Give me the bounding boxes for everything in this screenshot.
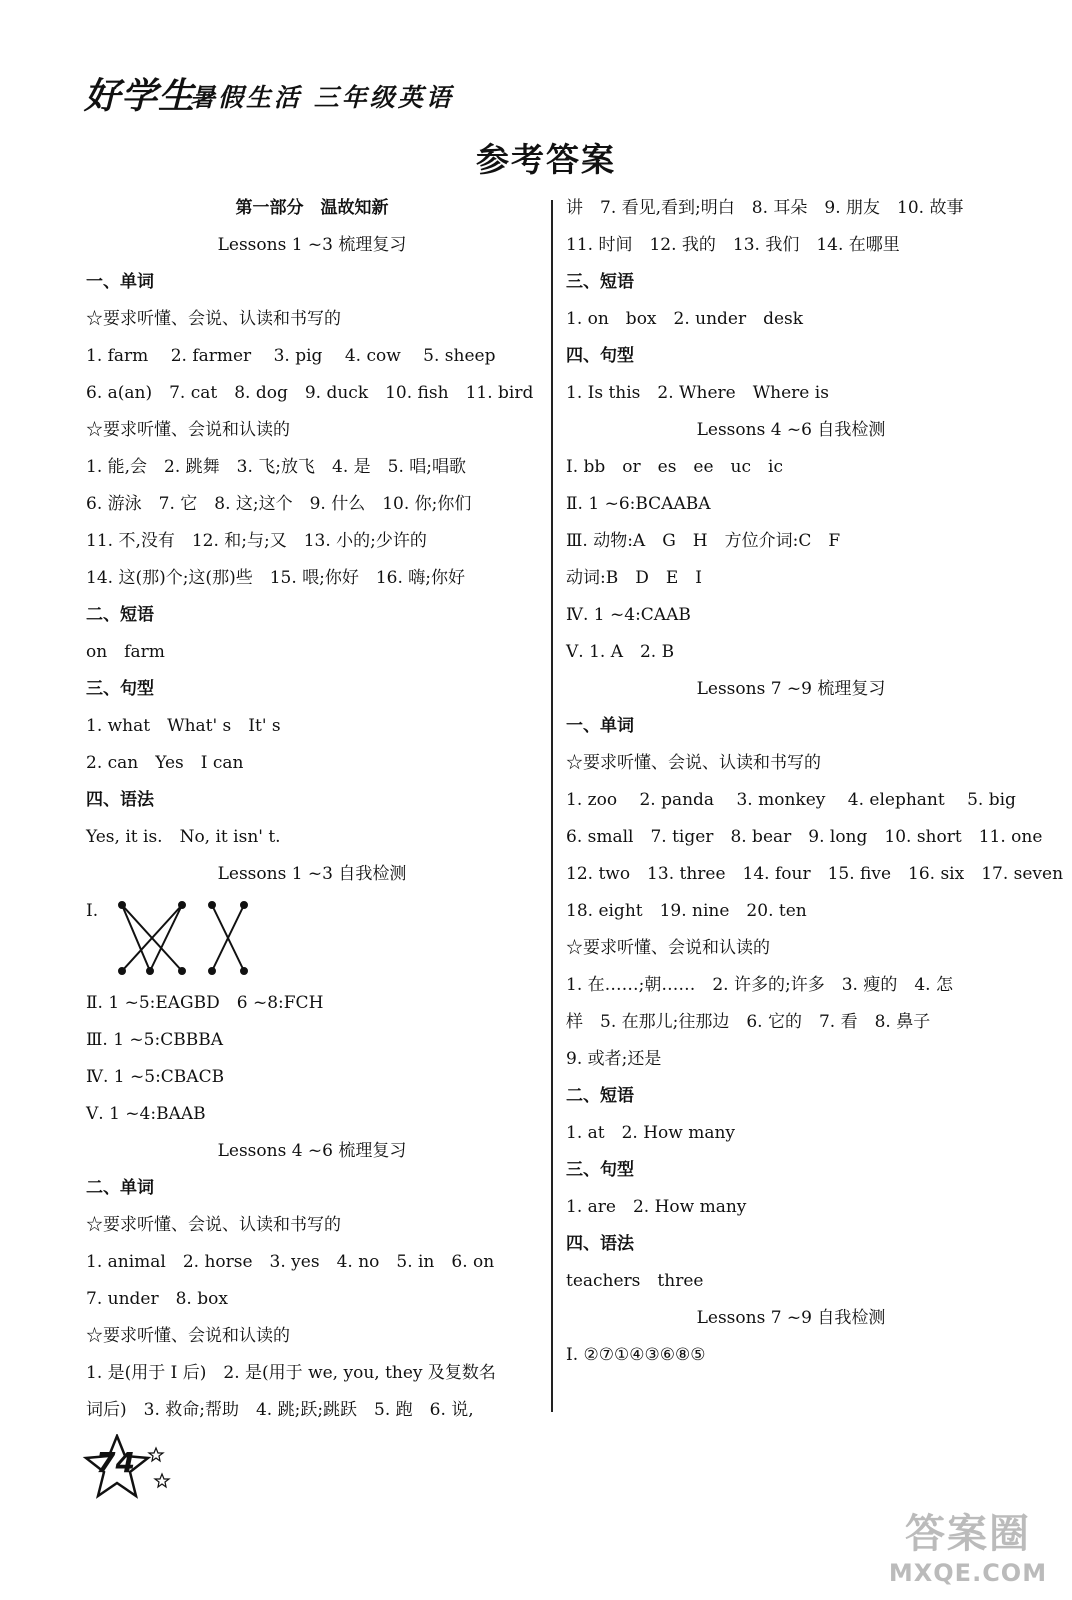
- match-dot: [241, 968, 247, 974]
- answer-line: 动词:B D E I: [566, 568, 702, 588]
- match-dot: [179, 968, 185, 974]
- watermark: [868, 1502, 1068, 1587]
- brand-title: 好学生: [84, 76, 196, 117]
- answer-line: 9. 或者;还是: [566, 1049, 662, 1069]
- subheading: 一、单词: [86, 272, 154, 292]
- watermark-text: 答案圈: [905, 1511, 1031, 1557]
- requirement-note: ☆要求听懂、会说、认读和书写的: [86, 1215, 341, 1235]
- answer-line: Ⅰ. bb or es ee uc ic: [566, 457, 783, 477]
- answer-line: Ⅴ. 1 ~4:BAAB: [86, 1104, 206, 1124]
- subheading: 一、单词: [566, 716, 634, 736]
- requirement-note: ☆要求听懂、会说、认读和书写的: [86, 309, 341, 329]
- answer-line: Ⅰ. ②⑦①④③⑥⑧⑤: [566, 1345, 706, 1365]
- subheading: 二、单词: [86, 1178, 154, 1198]
- section-title: Lessons 7 ~9 自我检测: [696, 1308, 886, 1328]
- match-dot: [119, 968, 125, 974]
- match-dot: [147, 968, 153, 974]
- answer-line: 1. 是(用于 I 后) 2. 是(用于 we, you, they 及复数名: [86, 1363, 496, 1383]
- answer-line: 1. farm 2. farmer 3. pig 4. cow 5. sheep: [86, 346, 496, 366]
- match-line: [150, 905, 182, 971]
- answer-line: 样 5. 在那儿;往那边 6. 它的 7. 看 8. 鼻子: [566, 1012, 931, 1032]
- answer-line: Ⅲ. 1 ~5:CBBBA: [86, 1030, 223, 1050]
- subheading: 四、句型: [566, 346, 634, 366]
- right-column: [566, 190, 1064, 1374]
- section-title: Lessons 1 ~3 梳理复习: [217, 235, 407, 255]
- answer-line: 2. can Yes I can: [86, 753, 244, 773]
- part-heading: 第一部分 温故知新: [235, 198, 389, 218]
- answer-line: 6. a(an) 7. cat 8. dog 9. duck 10. fish 11. bird: [86, 383, 534, 403]
- answer-line: 1. at 2. How many: [566, 1123, 736, 1143]
- roman-numeral: Ⅰ.: [86, 901, 99, 921]
- answer-line: 1. 在……;朝…… 2. 许多的;许多 3. 瘦的 4. 怎: [566, 975, 953, 995]
- left-column: [86, 190, 538, 1429]
- subheading: 二、短语: [566, 1086, 634, 1106]
- answer-line: 1. on box 2. under desk: [566, 309, 804, 329]
- answer-line: 12. two 13. three 14. four 15. five 16. six 17. seven: [566, 864, 1064, 884]
- requirement-note: ☆要求听懂、会说和认读的: [566, 938, 770, 958]
- subheading: 四、语法: [566, 1234, 634, 1254]
- answer-line: 1. 能,会 2. 跳舞 3. 飞;放飞 4. 是 5. 唱;唱歌: [86, 457, 466, 477]
- subheading: 三、句型: [566, 1160, 634, 1180]
- subheading: 二、短语: [86, 605, 154, 625]
- book-subtitle: 暑假生活 三年级英语: [190, 83, 454, 112]
- answer-line: 11. 时间 12. 我的 13. 我们 14. 在哪里: [566, 235, 900, 255]
- answer-line: 1. animal 2. horse 3. yes 4. no 5. in 6. on: [86, 1252, 495, 1272]
- requirement-note: ☆要求听懂、会说、认读和书写的: [566, 753, 821, 773]
- answer-line: 1. what What' s It' s: [86, 716, 281, 736]
- answer-line: 1. Is this 2. Where Where is: [566, 383, 829, 403]
- answer-line: 1. are 2. How many: [566, 1197, 747, 1217]
- requirement-note: ☆要求听懂、会说和认读的: [86, 1326, 290, 1346]
- answer-line: Yes, it is. No, it isn' t.: [86, 827, 281, 847]
- answer-line: Ⅳ. 1 ~5:CBACB: [86, 1067, 225, 1087]
- match-dot: [119, 902, 125, 908]
- answer-line: 词后) 3. 救命;帮助 4. 跳;跃;跳跃 5. 跑 6. 说,: [86, 1400, 474, 1420]
- answer-line: 7. under 8. box: [86, 1289, 228, 1309]
- answer-line: Ⅴ. 1. A 2. B: [566, 642, 675, 662]
- answer-line: Ⅱ. 1 ~5:EAGBD 6 ~8:FCH: [86, 993, 324, 1013]
- match-line: [122, 905, 150, 971]
- section-title: Lessons 4 ~6 自我检测: [696, 420, 886, 440]
- page-title: 参考答案: [476, 140, 616, 179]
- page-number: 74: [96, 1446, 135, 1479]
- answer-line: 讲 7. 看见,看到;明白 8. 耳朵 9. 朋友 10. 故事: [566, 198, 964, 218]
- section-title: Lessons 1 ~3 自我检测: [217, 864, 407, 884]
- subheading: 三、句型: [86, 679, 154, 699]
- answer-line: teachers three: [566, 1271, 704, 1291]
- match-dot: [209, 968, 215, 974]
- answer-line: 11. 不,没有 12. 和;与;又 13. 小的;少许的: [86, 531, 427, 551]
- answer-line: 6. 游泳 7. 它 8. 这;这个 9. 什么 10. 你;你们: [86, 494, 472, 514]
- requirement-note: ☆要求听懂、会说和认读的: [86, 420, 290, 440]
- match-dot: [209, 902, 215, 908]
- answer-line: Ⅱ. 1 ~6:BCAABA: [566, 494, 711, 514]
- watermark-url: MXQE.COM: [888, 1559, 1048, 1587]
- matching-lines-diagram: [114, 899, 254, 979]
- section-title: Lessons 7 ~9 梳理复习: [696, 679, 886, 699]
- match-dot: [241, 902, 247, 908]
- subheading: 四、语法: [86, 790, 154, 810]
- answer-line: 18. eight 19. nine 20. ten: [566, 901, 807, 921]
- matching-answer: [86, 893, 538, 985]
- answer-line: Ⅲ. 动物:A G H 方位介词:C F: [566, 531, 841, 551]
- subheading: 三、短语: [566, 272, 634, 292]
- answer-line: 1. zoo 2. panda 3. monkey 4. elephant 5. big: [566, 790, 1016, 810]
- section-title: Lessons 4 ~6 梳理复习: [217, 1141, 407, 1161]
- answer-line: on farm: [86, 642, 165, 662]
- column-divider: [551, 200, 553, 1412]
- answer-line: 6. small 7. tiger 8. bear 9. long 10. short 11. one: [566, 827, 1043, 847]
- answer-line: 14. 这(那)个;这(那)些 15. 喂;你好 16. 嗨;你好: [86, 568, 466, 588]
- match-dot: [179, 902, 185, 908]
- answer-line: Ⅳ. 1 ~4:CAAB: [566, 605, 691, 625]
